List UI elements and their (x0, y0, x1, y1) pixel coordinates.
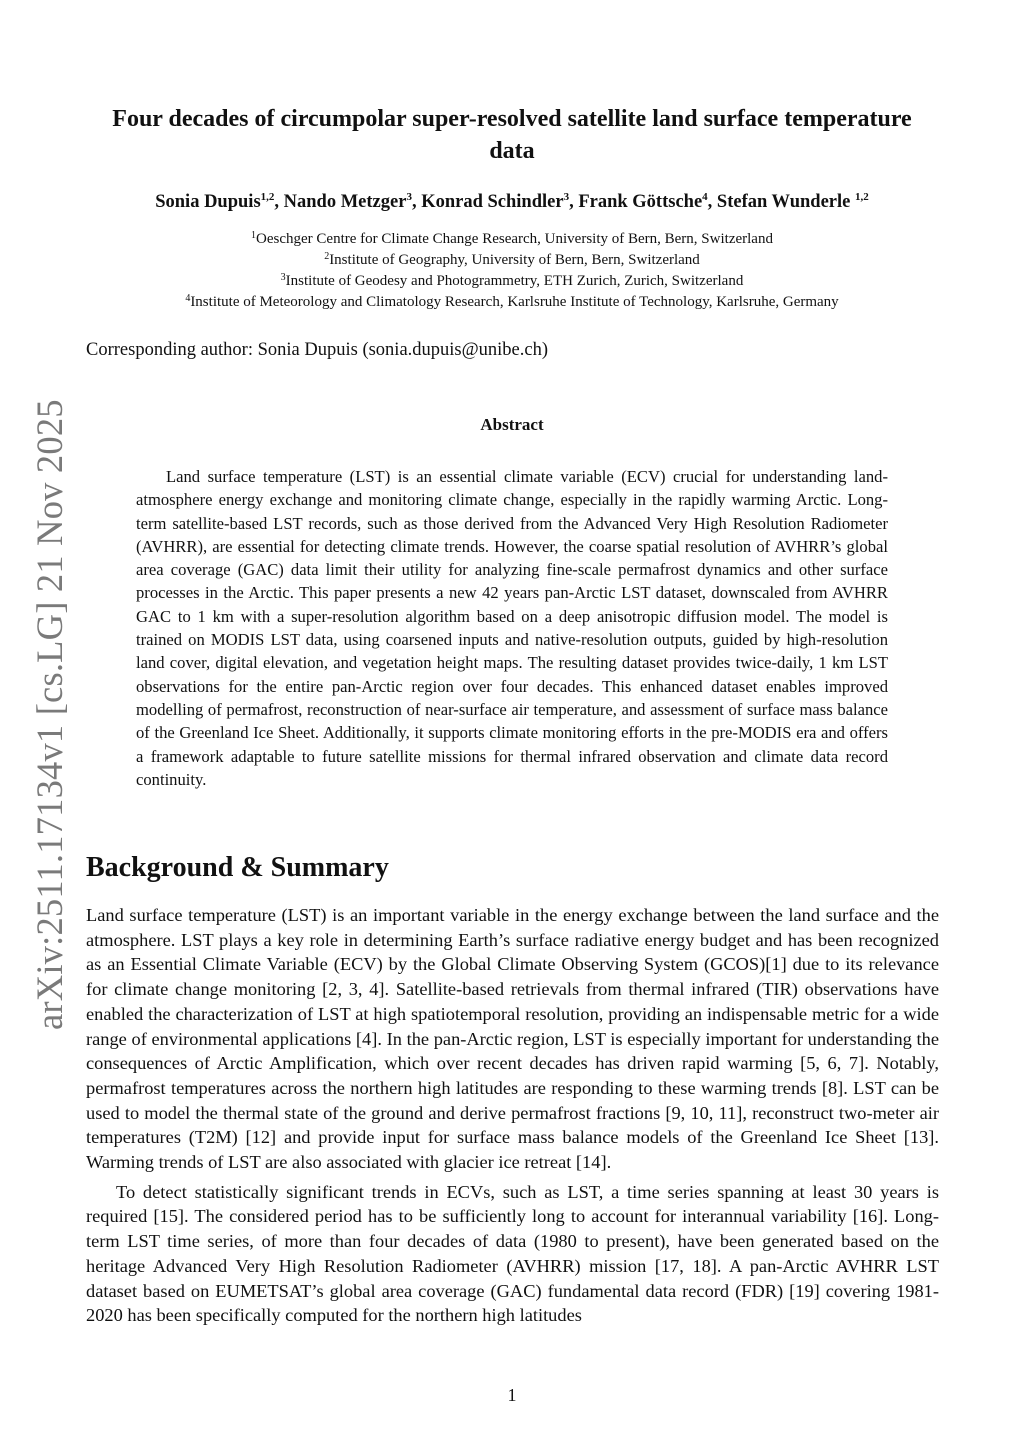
affiliation: $^4$Institute of Meteorology and Climatology Research, Karlsruhe Institute of Technology, Karlsruhe, Germany (185, 293, 839, 310)
author-list (90, 190, 934, 214)
author: Nando Metzger$^3$, (283, 191, 422, 212)
affiliation-list (90, 229, 934, 313)
affiliation: $^3$Institute of Geodesy and Photogrammetry, ETH Zurich, Zurich, Switzerland (280, 272, 744, 289)
paragraph: To detect statistically significant trends in ECVs, such as LST, a time series spanning at least 30 years is required [15]. The considered period has to be sufficiently long to account for interannual variability [16]. Long-term LST time series, of more than four decades of data (1980 to present), have been generated based on the heritage Advanced Very High Resolution Radiometer (AVHRR) mission [17, 18]. A pan-Arctic AVHRR LST dataset based on EUMETSAT’s global area coverage (GAC) fundamental data record (FDR) [19] covering 1981-2020 has been specifically computed for the northern high latitudes (86, 1181, 939, 1326)
affiliation: $^1$Oeschger Centre for Climate Change Research, University of Bern, Bern, Switzerland (251, 230, 773, 247)
arxiv-identifier: arXiv:2511.17134v1 [cs.LG] 21 Nov 2025 (29, 399, 70, 1030)
section-heading: Background & Summary (86, 852, 389, 883)
page-number: 1 (507, 1385, 517, 1405)
paper-title: Four decades of circumpolar super-resolved satellite land surface temperature data (112, 106, 912, 164)
author: Konrad Schindler$^3$, (421, 191, 579, 212)
author: Sonia Dupuis$^{1,2}$, (155, 191, 284, 212)
author: Frank Göttsche$^4$, (578, 191, 717, 212)
author: Stefan Wunderle $^{1,2}$ (716, 191, 869, 212)
corresponding-author: Corresponding author: Sonia Dupuis (sonia.dupuis@unibe.ch) (86, 340, 549, 360)
abstract-text: Land surface temperature (LST) is an essential climate variable (ECV) crucial for understanding land-atmosphere energy exchange and monitoring climate change, especially in the rapidly warming Arctic. Long-term satellite-based LST records, such as those derived from the Advanced Very High Resolution Radiometer (AVHRR), are essential for detecting climate trends. However, the coarse spatial resolution of AVHRR’s global area coverage (GAC) data limit their utility for analyzing fine-scale permafrost dynamics and other surface processes in the Arctic. This paper presents a new 42 years pan-Arctic LST dataset, downscaled from AVHRR GAC to 1 km with a super-resolution algorithm based on a deep anisotropic diffusion model. The model is trained on MODIS LST data, using coarsened inputs and native-resolution outputs, guided by high-resolution land cover, digital elevation, and vegetation height maps. The resulting dataset provides twice-daily, 1 km LST observations for the entire pan-Arctic region over four decades. This enhanced dataset enables improved modelling of permafrost, reconstruction of near-surface air temperature, and assessment of surface mass balance of the Greenland Ice Sheet. Additionally, it supports climate monitoring efforts in the pre-MODIS era and offers a framework adaptable to future satellite missions for thermal infrared observation and climate data record continuity. (136, 467, 888, 789)
affiliation: $^2$Institute of Geography, University of Bern, Bern, Switzerland (324, 251, 700, 268)
body-text (86, 903, 939, 1333)
paragraph: Land surface temperature (LST) is an important variable in the energy exchange between the land surface and the atmosphere. LST plays a key role in determining Earth’s surface radiative energy budget and has been recognized as an Essential Climate Variable (ECV) by the Global Climate Observing System (GCOS)[1] due to its relevance for climate change monitoring [2, 3, 4]. Satellite-based retrievals from thermal infrared (TIR) observations have enabled the characterization of LST at high spatiotemporal resolution, providing an indispensable metric for a wide range of environmental applications [4]. In the pan-Arctic region, LST is especially important for understanding the consequences of Arctic Amplification, which over recent decades has driven rapid warming [5, 6, 7]. Notably, permafrost temperatures across the northern high latitudes are responding to these warming trends [8]. LST can be used to model the thermal state of the ground and derive permafrost fractions [9, 10, 11], reconstruct two-meter air temperatures (T2M) [12] and provide input for surface mass balance models of the Greenland Ice Sheet [13]. Warming trends of LST are also associated with glacier ice retreat [14]. (86, 905, 939, 1173)
abstract-heading: Abstract (480, 415, 544, 434)
